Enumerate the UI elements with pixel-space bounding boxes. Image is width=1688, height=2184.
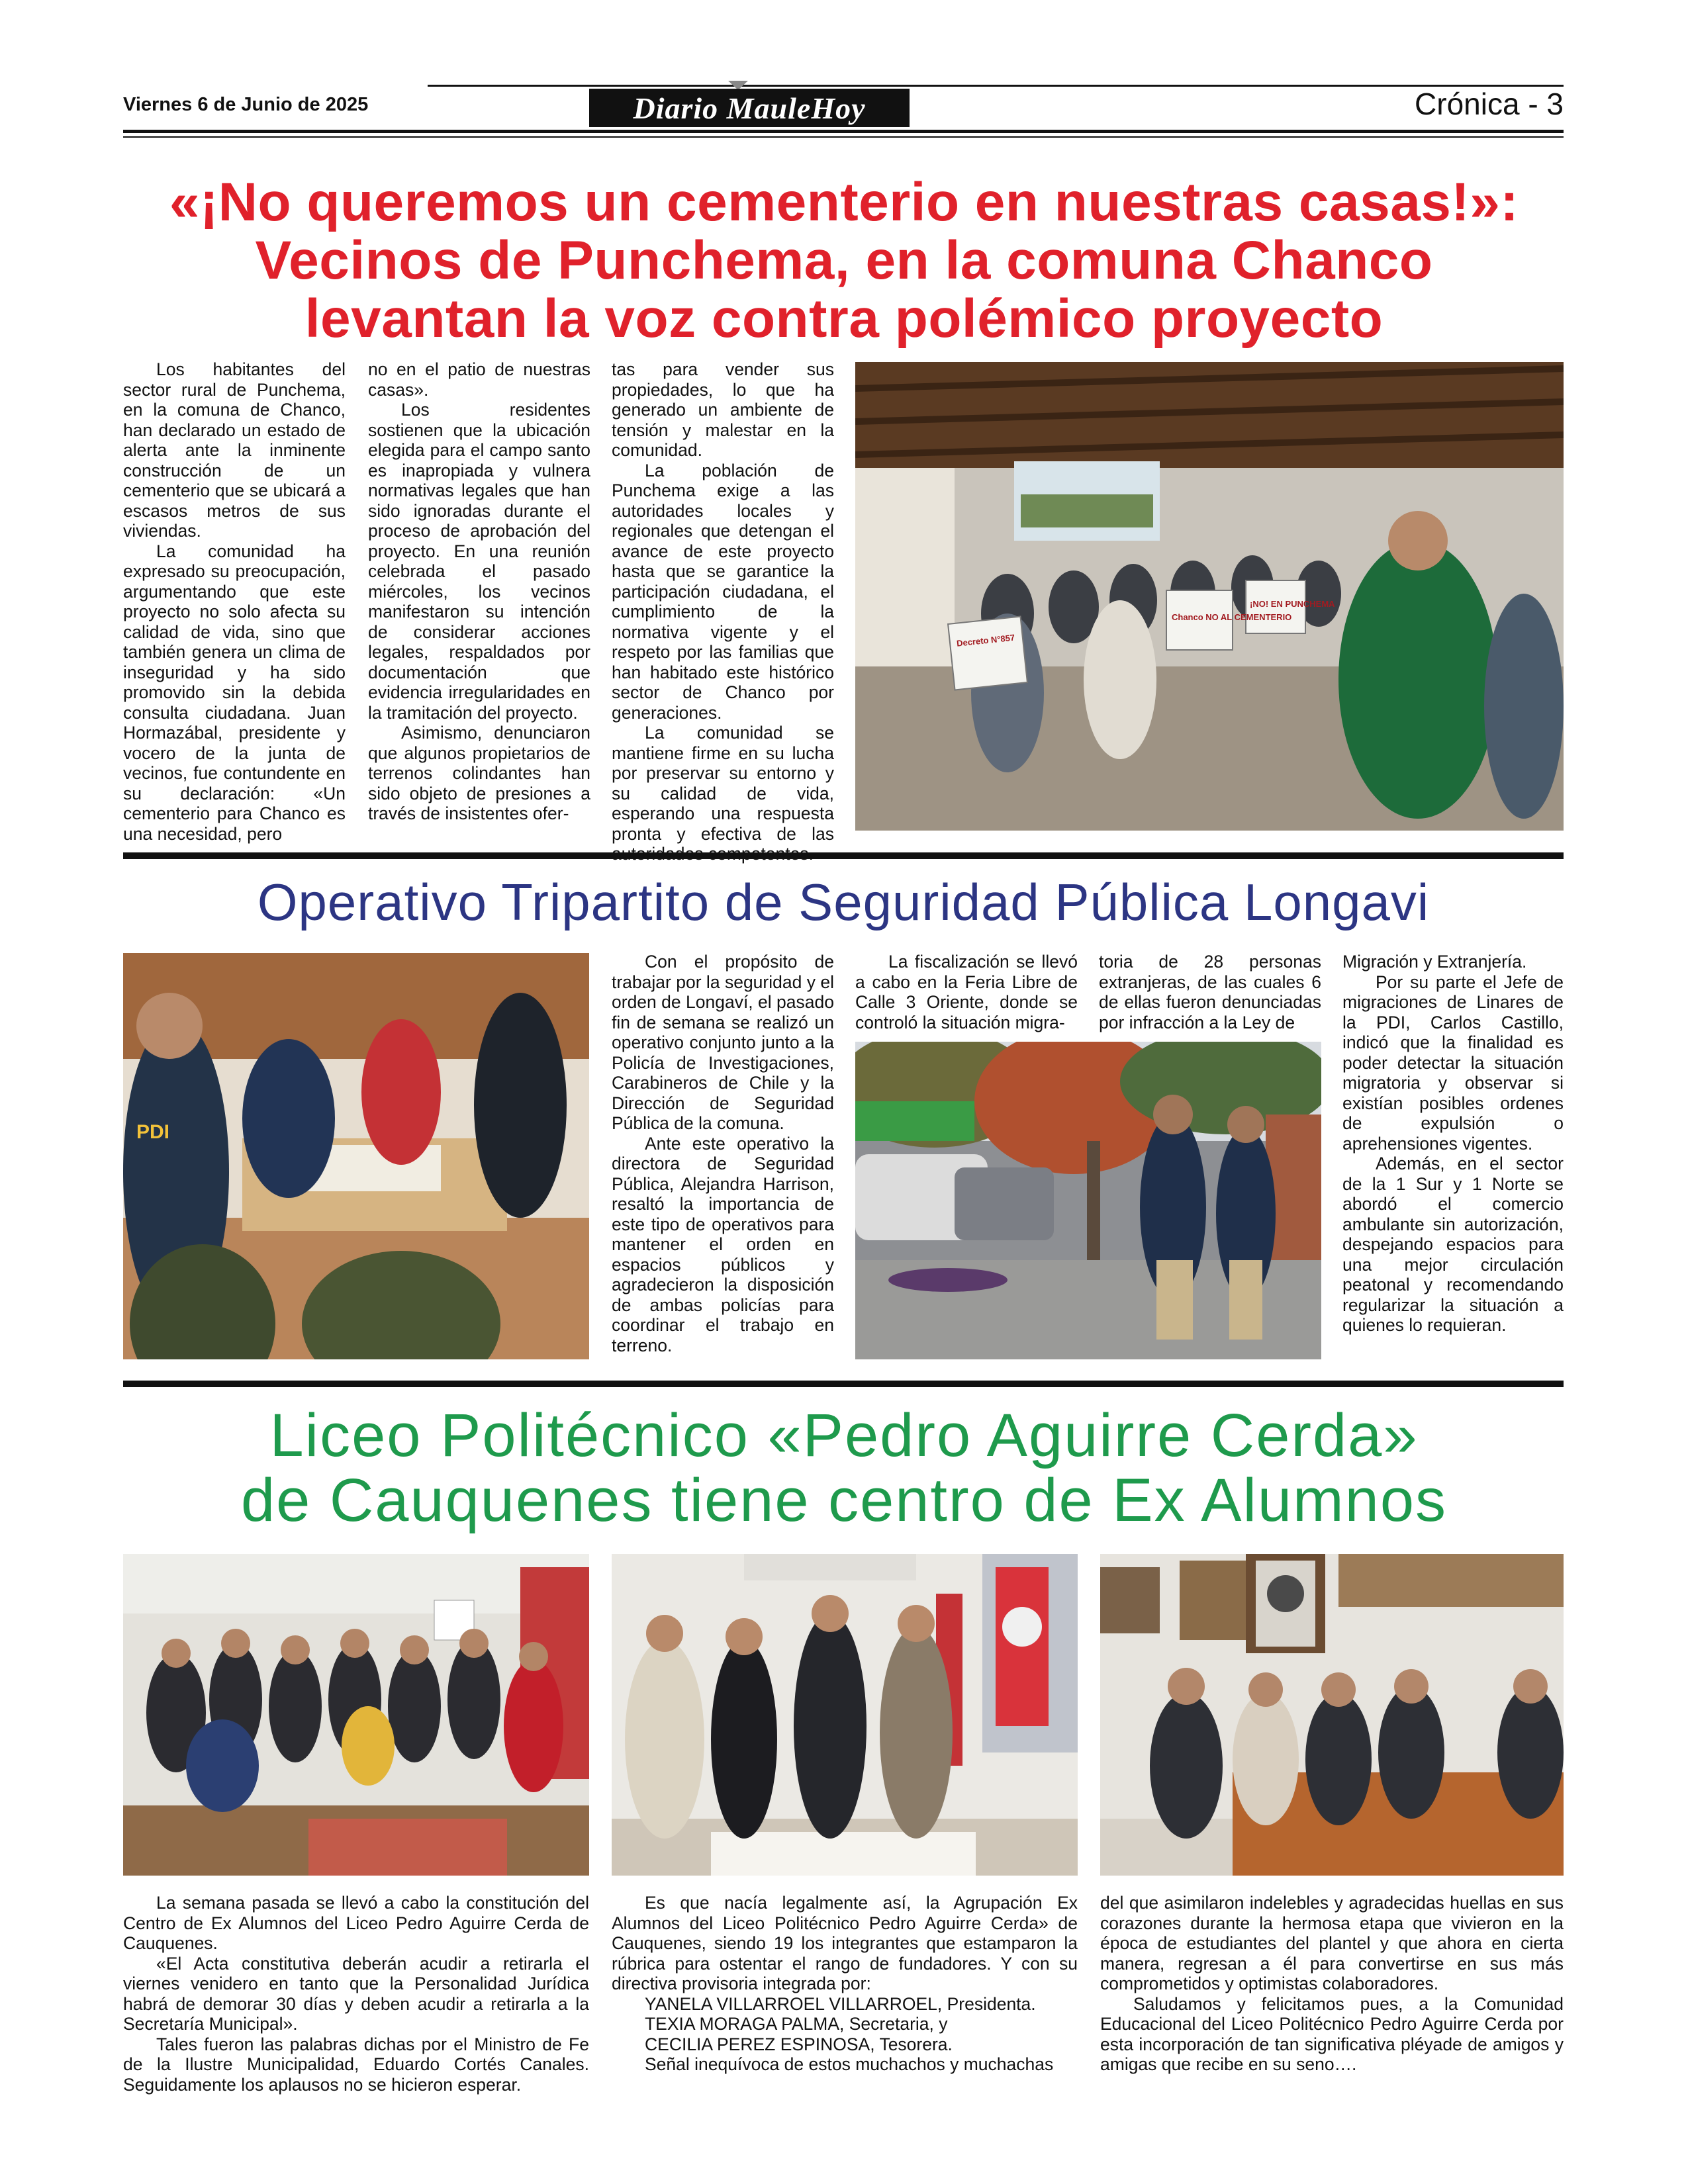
issue-date: Viernes 6 de Junio de 2025 bbox=[123, 94, 369, 115]
section-divider-2 bbox=[123, 1381, 1564, 1387]
article1-headline bbox=[99, 173, 1589, 348]
photo-alumni-meeting bbox=[1100, 1554, 1564, 1876]
article3-paragraph: Tales fueron las palabras dichas por el Ministro de Fe de la Ilustre Municipalidad, Eduardo Cortés Canales. Seguidamente los aplausos no se hicieron esperar. bbox=[123, 2034, 589, 2095]
article2-paragraph: Además, en el sector de la 1 Sur y 1 Norte se abordó el comercio ambulante sin autorización, despejando espacios para una mejor circulación peatonal y recomendando regularizar la situación a quienes lo requieran. bbox=[1342, 1154, 1564, 1335]
article1-paragraph: Los habitantes del sector rural de Punchema, en la comuna de Chanco, han declarado un estado de alerta ante la inminente construcción de un cementerio que se ubicará a escasos metros de sus viviendas. bbox=[123, 359, 346, 541]
section-divider-1 bbox=[123, 852, 1564, 859]
header-rule-thin bbox=[123, 136, 1564, 138]
article3-column-2 bbox=[612, 1893, 1078, 2075]
newspaper-logo: Diario MauleHoy bbox=[589, 89, 910, 127]
header-rule-top bbox=[428, 85, 1564, 87]
article1-paragraph: La población de Punchema exige a las autoridades locales y regionales que detengan el avance de este proyecto hasta que se garantice la participación ciudadana, el cumplimiento de la normativa vigente y el respeto por las familias que han habitado este histórico sector de Chanco por generaciones. bbox=[612, 460, 834, 723]
article2-paragraph: toria de 28 personas extranjeras, de las cuales 6 de ellas fueron denunciadas por infracción a la Ley de bbox=[1099, 952, 1321, 1032]
photo-sign-1: Decreto N°857 bbox=[956, 632, 1015, 649]
article2-column-2 bbox=[855, 952, 1078, 1032]
article1-paragraph: no en el patio de nuestras casas». bbox=[368, 359, 590, 400]
article2-column-4 bbox=[1342, 952, 1564, 1336]
article3-paragraph: Saludamos y felicitamos pues, a la Comunidad Educacional del Liceo Politécnico Pedro Aguirre Cerda por esta incorporación de tan significativa pléyade de amigos y amigas que recibe en su seno…. bbox=[1100, 1993, 1564, 2074]
article3-column-1 bbox=[123, 1893, 589, 2095]
photo-pdi-briefing bbox=[123, 953, 589, 1359]
header-rule-thick bbox=[123, 130, 1564, 133]
article3-headline bbox=[99, 1403, 1589, 1533]
article3-paragraph: del que asimilaron indelebles y agradecidas huellas en sus corazones durante la hermosa etapa que vivieron en la época de estudiantes del plantel y que ahora en cierta manera, regresan a él para convertirse en sus más comprometidos y optimistas colaboradores. bbox=[1100, 1893, 1564, 1993]
article3-column-3 bbox=[1100, 1893, 1564, 2075]
article1-paragraph: La comunidad se mantiene firme en su lucha por preservar su entorno y su calidad de vida, esperando una respuesta pronta y efectiva de las bbox=[612, 723, 834, 844]
photo-sign-2: Chanco NO AL CEMENTERIO bbox=[1172, 612, 1292, 622]
article2-column-3 bbox=[1099, 952, 1321, 1032]
article3-paragraph: Es que nacía legalmente así, la Agrupación Ex Alumnos del Liceo Politécnico Pedro Aguirre Cerda» de Cauquenes, siendo 19 los integrantes que estamparon la rúbrica para ostentar el rango de fundadores. Y con su directiva provisoria integrada por: bbox=[612, 1893, 1078, 1993]
article1-headline-line2: Vecinos de Punchema, en la comuna Chanco bbox=[255, 230, 1433, 291]
section-page-label: Crónica - 3 bbox=[1415, 87, 1564, 121]
photo-sign-3: ¡NO! EN PUNCHEMA bbox=[1250, 599, 1335, 609]
article3-headline-line2: de Cauquenes tiene centro de Ex Alumnos bbox=[240, 1467, 1448, 1534]
article3-paragraph: La semana pasada se llevó a cabo la constitución del Centro de Ex Alumnos del Liceo Pedro Aguirre Cerda de Cauquenes. bbox=[123, 1893, 589, 1953]
directive-member: YANELA VILLARROEL VILLARROEL, Presidenta. bbox=[645, 1993, 1036, 2014]
article2-paragraph: Por su parte el Jefe de migraciones de Linares de la PDI, Carlos Castillo, indicó que la finalidad es poder detectar la situación migratoria y observar si existían posibles ordenes de expulsión o aprehensiones vigentes. bbox=[1342, 972, 1564, 1154]
article2-paragraph: Con el propósito de trabajar por la seguridad y el orden de Longaví, el pasado fin de semana se realizó un operativo conjunto junto a la Policía de Investigaciones, Carabineros de Chile y la Dirección de Seguridad Pública de la comuna. bbox=[612, 952, 834, 1133]
article3-headline-line1: Liceo Politécnico «Pedro Aguirre Cerda» bbox=[269, 1402, 1419, 1469]
article2-headline: Operativo Tripartito de Seguridad Pública Longavi bbox=[257, 873, 1430, 931]
article1-headline-line3: levantan la voz contra polémico proyecto bbox=[305, 289, 1383, 349]
article2-paragraph: Migración y Extranjería. bbox=[1342, 952, 1527, 972]
article3-paragraph: Señal inequívoca de estos muchachos y muchachas bbox=[645, 2054, 1054, 2074]
article1-column-3 bbox=[612, 359, 834, 864]
article1-paragraph: tas para vender sus propiedades, lo que ha generado un ambiente de tensión y malestar en la comunidad. bbox=[612, 359, 834, 460]
photo-alumni-group bbox=[123, 1554, 589, 1876]
article1-paragraph: La comunidad ha expresado su preocupación, argumentando que este proyecto no solo afecta su calidad de vida, sino que también genera un clima de inseguridad y ha sido promovido sin la debida consulta ciudadana. Juan Hormazábal, presidente y vocero de la junta de vecinos, fue contundente en su declaración: «Un cementerio para Chanco es una necesidad, pero bbox=[123, 541, 346, 844]
article1-paragraph: Los residentes sostienen que la ubicación elegida para el campo santo es inapropiada y vulnera normativas legales que han sido ignoradas durante el proceso de aprobación del proyecto. En una reunión celebrada el pasado miércoles, los vecinos manifestaron su intención de considerar acciones legales, respaldados por documentación que evidencia irregularidades en la tramitación del proyecto. bbox=[368, 400, 590, 723]
photo-community-meeting bbox=[855, 362, 1564, 831]
article2-paragraph: Ante este operativo la directora de Seguridad Pública, Alejandra Harrison, resaltó la importancia de este tipo de operativos para mantener el orden en espacios públicos y agradecieron la disposición de ambas policías para coordinar el trabajo en terreno. bbox=[612, 1133, 834, 1355]
directive-member: TEXIA MORAGA PALMA, Secretaria, y bbox=[645, 2014, 948, 2034]
article1-headline-line1: «¡No queremos un cementerio en nuestras casas!»: bbox=[169, 172, 1519, 232]
article2-column-1 bbox=[612, 952, 834, 1355]
photo-alumni-directive bbox=[612, 1554, 1078, 1876]
article1-paragraph: Asimismo, denunciaron que algunos propietarios de terrenos colindantes han sido objeto de presiones a través de insistentes ofer- bbox=[368, 723, 590, 823]
article2-paragraph: La fiscalización se llevó a cabo en la Feria Libre de Calle 3 Oriente, donde se controló la situación migra- bbox=[855, 952, 1078, 1032]
article1-column-1 bbox=[123, 359, 346, 844]
photo-pdi-street-inspection bbox=[855, 1042, 1321, 1359]
article3-paragraph: «El Acta constitutiva deberán acudir a retirarla el viernes venidero en tanto que la Personalidad Jurídica habrá de demorar 30 días y deben acudir a retirarla a la Secretaría Municipal». bbox=[123, 1953, 589, 2034]
photo-pdi-badge: PDI bbox=[136, 1121, 170, 1143]
article1-column-2 bbox=[368, 359, 590, 824]
directive-member: CECILIA PEREZ ESPINOSA, Tesorera. bbox=[645, 2034, 953, 2054]
